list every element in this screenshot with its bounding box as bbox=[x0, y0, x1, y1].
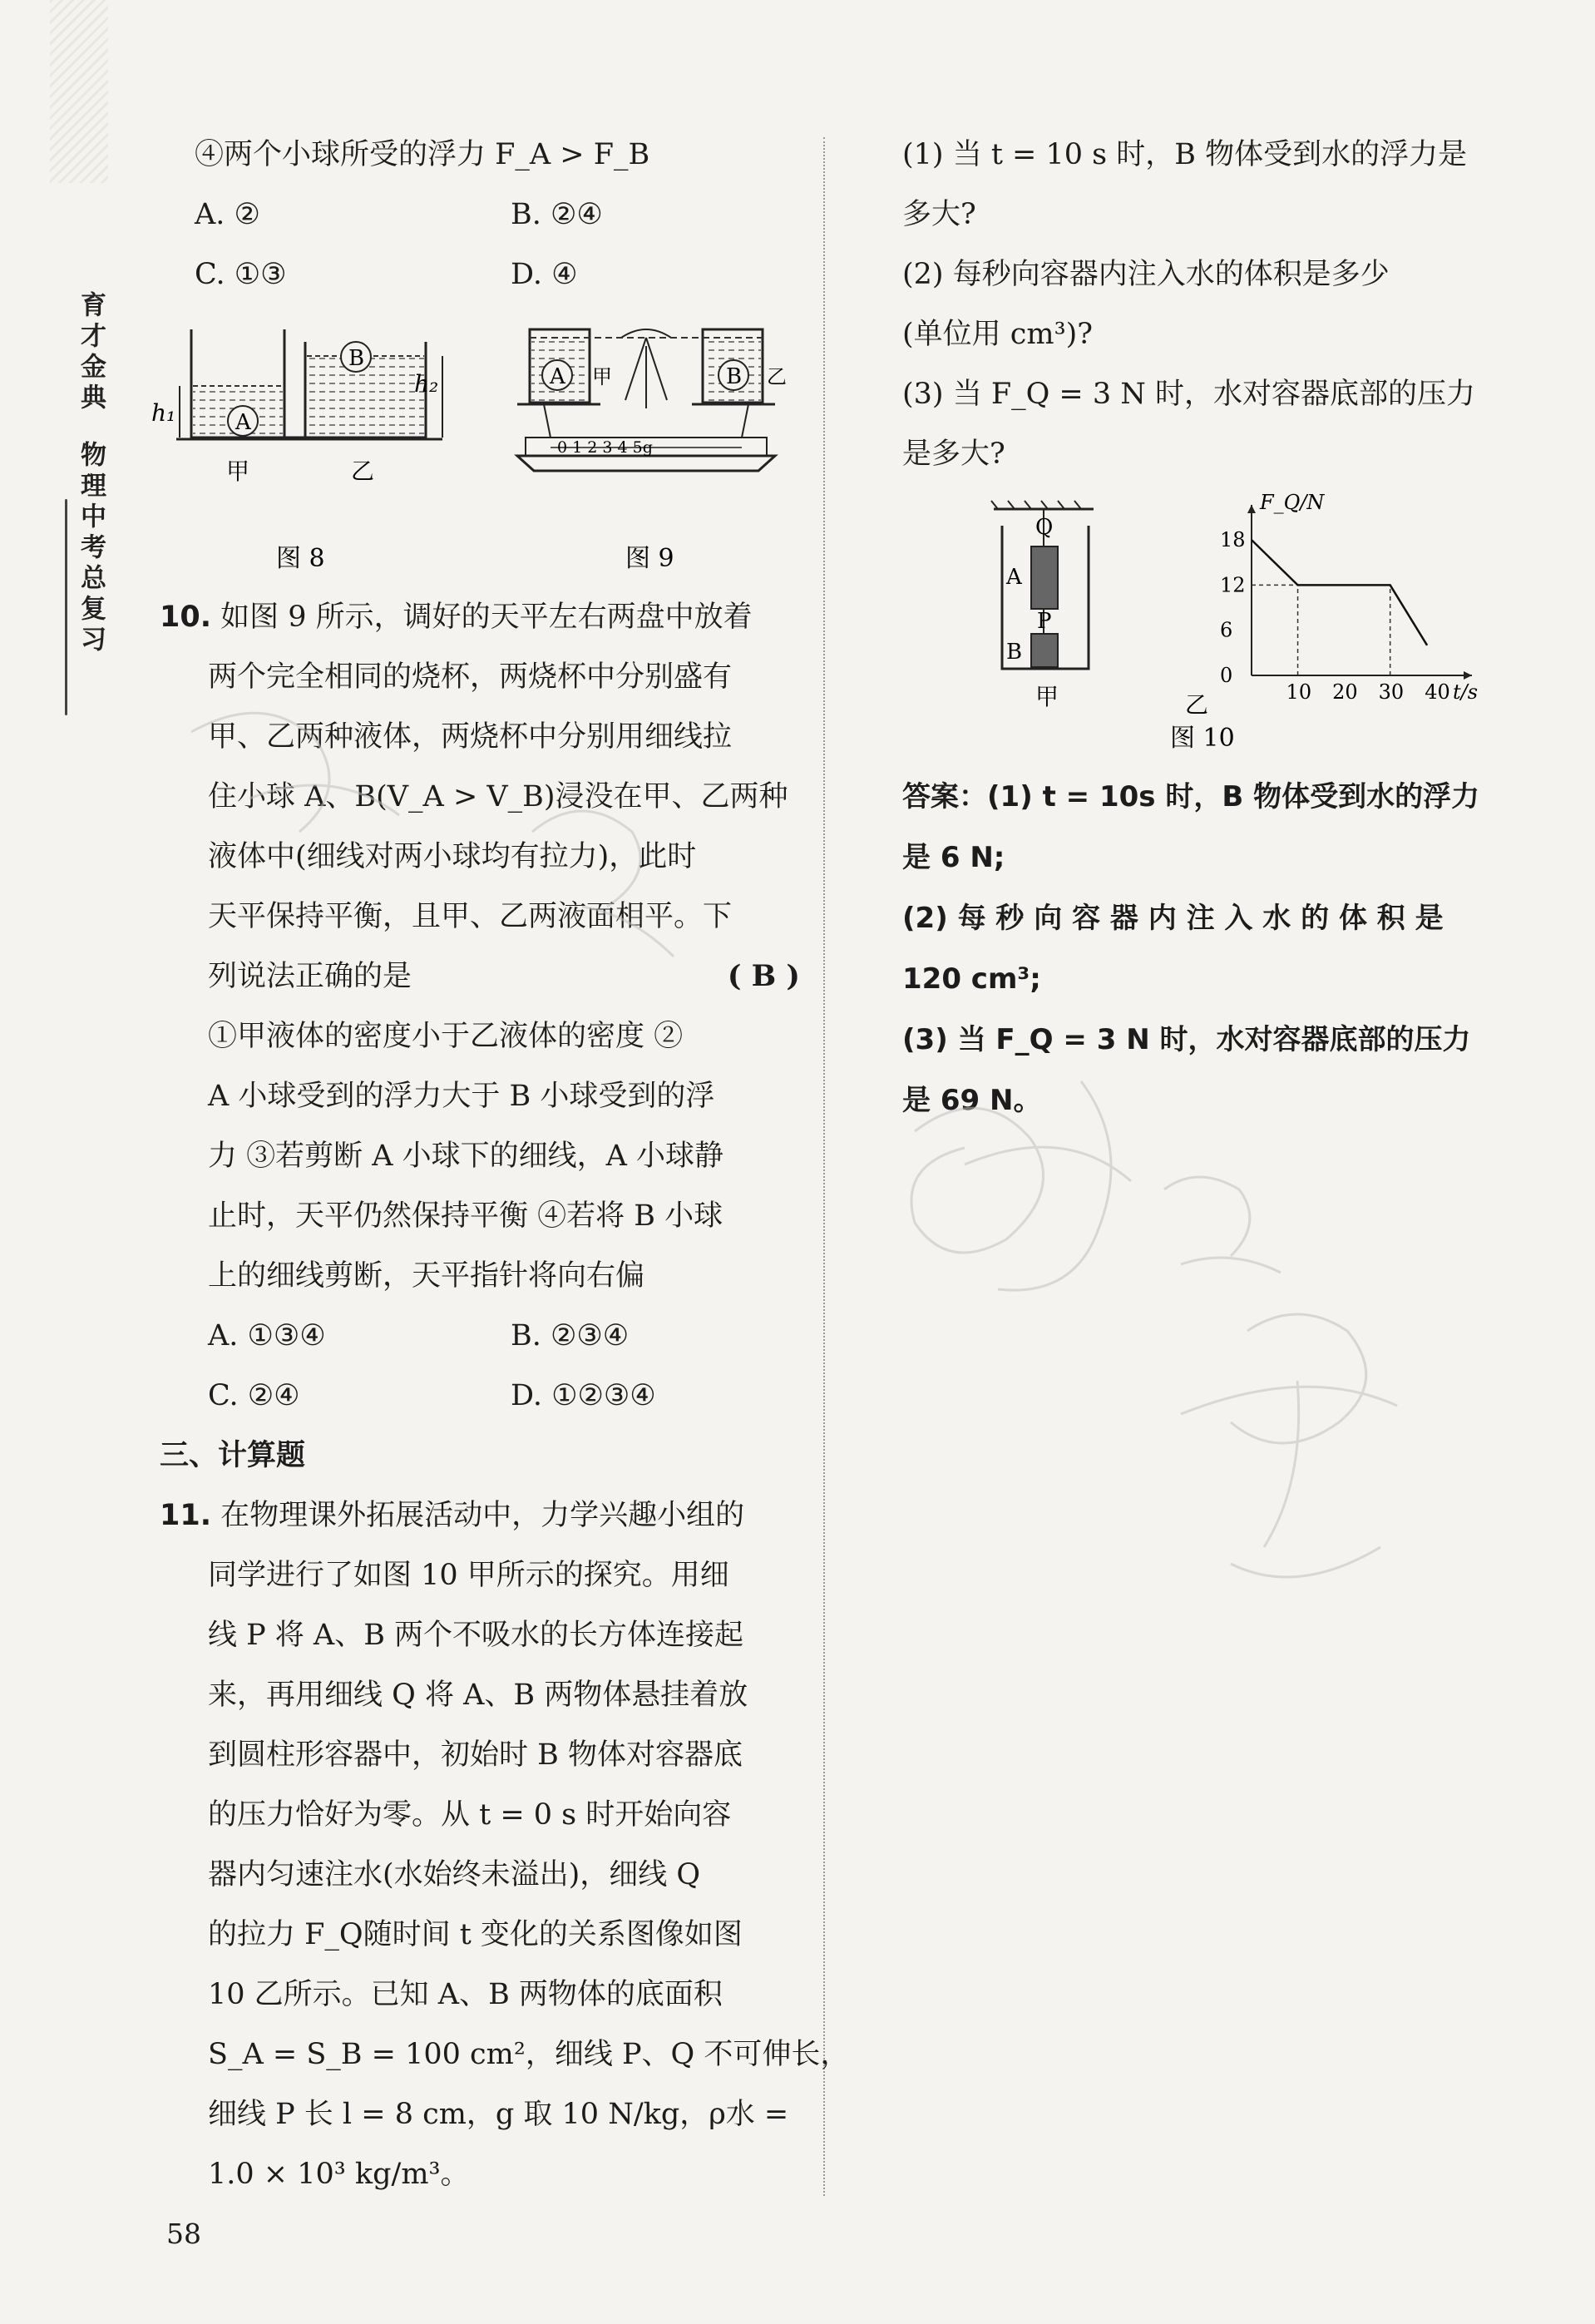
q11-line-8: 10 乙所示。已知 A、B 两物体的底面积 bbox=[208, 1978, 723, 2011]
q10-number: 10. bbox=[160, 601, 212, 634]
x-tick-label: 10 bbox=[1286, 680, 1312, 704]
fig8-ball-a-label: A bbox=[235, 410, 251, 435]
fig9-label-jia: 甲 bbox=[592, 365, 612, 388]
q11-line-0 bbox=[160, 1486, 800, 1545]
q9-option-a: A. ② bbox=[195, 198, 260, 231]
answer-line-3: (2) 每 秒 向 容 器 内 注 入 水 的 体 积 是 bbox=[902, 902, 1444, 935]
fig10-caption: 图 10 bbox=[1170, 724, 1235, 753]
q11-line-5: 的压力恰好为零。从 t = 0 s 时开始向容 bbox=[208, 1798, 732, 1832]
fig10-p-label: P bbox=[1037, 609, 1052, 634]
q10-line-1: 两个完全相同的烧杯，两烧杯中分别盛有 bbox=[208, 660, 733, 694]
fig8-label-jia: 甲 bbox=[226, 457, 250, 485]
answer-line-4: 120 cm³; bbox=[902, 962, 1041, 996]
q11-line-10: 细线 P 长 l = 8 cm，g 取 10 N/kg，ρ水 = bbox=[208, 2098, 789, 2131]
fig9-label-yi: 乙 bbox=[767, 365, 787, 388]
q10-option-d: D. ①②③④ bbox=[511, 1379, 656, 1412]
q9-options-row-2 bbox=[160, 245, 800, 304]
fig8-h1-label: h₁ bbox=[151, 399, 176, 427]
fig10-b-label: B bbox=[1006, 640, 1023, 665]
x-tick-label: 30 bbox=[1378, 680, 1405, 704]
y-axis-label: F_Q/N bbox=[1260, 491, 1325, 514]
question-10 bbox=[160, 587, 800, 1426]
x-tick-label: 20 bbox=[1332, 680, 1358, 704]
q10-statement-1: ①甲液体的密度小于乙液体的密度 ② bbox=[208, 1020, 684, 1053]
q10-statement-4: 止时，天平仍然保持平衡 ④若将 B 小球 bbox=[208, 1199, 723, 1233]
q10-line-5: 天平保持平衡，且甲、乙两液面相平。下 bbox=[208, 900, 733, 933]
q10-line-4: 液体中(细线对两小球均有拉力)，此时 bbox=[208, 840, 697, 873]
subject-title: 物理中考总复习 bbox=[76, 441, 106, 656]
q10-line-6 bbox=[160, 947, 800, 1006]
q9-option-b: B. ②④ bbox=[511, 198, 603, 231]
answer-line-5: (3) 当 F_Q = 3 N 时，水对容器底部的压力 bbox=[902, 1023, 1471, 1056]
x-axis-arrow bbox=[1464, 671, 1472, 680]
q11-sub-3b: 是多大? bbox=[902, 438, 1005, 471]
corner-hatch-decoration bbox=[50, 0, 108, 183]
q10-statement-3: 力 ③若剪断 A 小球下的细线，A 小球静 bbox=[208, 1140, 724, 1173]
q10-options-row-1 bbox=[160, 1306, 800, 1366]
fig8-caption: 图 8 bbox=[276, 544, 325, 573]
fig9-caption: 图 9 bbox=[625, 544, 674, 573]
q11-number: 11. bbox=[160, 1499, 212, 1532]
x-tick-label: 40 bbox=[1425, 680, 1450, 704]
q11-text-0: 在物理课外拓展活动中，力学兴趣小组的 bbox=[220, 1499, 745, 1532]
left-column bbox=[151, 125, 850, 2204]
fig10-drawing bbox=[902, 492, 1501, 767]
fig10-q-label: Q bbox=[1035, 515, 1054, 540]
q11-sub-3a: (3) 当 F_Q = 3 N 时，水对容器底部的压力 bbox=[902, 378, 1476, 411]
q10-answer-choice: ( B ) bbox=[727, 959, 800, 993]
y-tick-label: 12 bbox=[1220, 573, 1246, 597]
fig8-ball-b-label: B bbox=[348, 346, 365, 371]
fig9-ball-b-label: B bbox=[726, 364, 743, 389]
series-line bbox=[1252, 540, 1427, 645]
q11-line-3: 来，再用细线 Q 将 A、B 两物体悬挂着放 bbox=[208, 1679, 748, 1712]
fig8-diagram bbox=[176, 329, 442, 439]
answer-line-1: 答案：(1) t = 10s 时，B 物体受到水的浮力 bbox=[902, 780, 1480, 813]
q10-line-0 bbox=[160, 587, 800, 647]
y-tick-label: 0 bbox=[1220, 664, 1233, 687]
q9-statement-4: ④两个小球所受的浮力 F_A > F_B bbox=[195, 138, 650, 171]
q11-line-11: 1.0 × 10³ kg/m³。 bbox=[208, 2158, 470, 2191]
q10-option-a: A. ①③④ bbox=[208, 1319, 326, 1352]
fig8-label-yi: 乙 bbox=[351, 457, 375, 485]
q10-text-0: 如图 9 所示，调好的天平左右两盘中放着 bbox=[220, 601, 753, 634]
q9-options-row-1 bbox=[160, 185, 800, 245]
figure-10 bbox=[902, 492, 1501, 767]
question-11 bbox=[160, 1486, 850, 2204]
series-title: 育才金典 bbox=[76, 291, 106, 414]
fig9-ball-a-label: A bbox=[550, 364, 565, 389]
column-divider bbox=[823, 137, 825, 2196]
answer-line-6: 是 69 N。 bbox=[902, 1084, 1042, 1117]
page-number: 58 bbox=[166, 2218, 201, 2250]
q10-option-c: C. ②④ bbox=[208, 1379, 300, 1412]
answer-block bbox=[902, 767, 1501, 1131]
q10-line-2: 甲、乙两种液体，两烧杯中分别用细线拉 bbox=[208, 720, 733, 754]
q9-option-c: C. ①③ bbox=[195, 258, 287, 291]
q11-line-6: 器内匀速注水(水始终未溢出)，细线 Q bbox=[208, 1858, 701, 1891]
q11-sub-2a: (2) 每秒向容器内注入水的体积是多少 bbox=[902, 258, 1390, 291]
q11-line-9: S_A = S_B = 100 cm²，细线 P、Q 不可伸长， bbox=[208, 2038, 850, 2071]
q11-sub-1a: (1) 当 t = 10 s 时，B 物体受到水的浮力是 bbox=[902, 138, 1468, 171]
q11-sub-1b: 多大? bbox=[902, 198, 976, 231]
fig10-graph bbox=[1220, 491, 1478, 704]
q10-option-b: B. ②③④ bbox=[511, 1319, 630, 1352]
q11-line-2: 线 P 将 A、B 两个不吸水的长方体连接起 bbox=[208, 1619, 744, 1652]
q11-line-4: 到圆柱形容器中，初始时 B 物体对容器底 bbox=[208, 1738, 743, 1772]
q9-option-d: D. ④ bbox=[511, 258, 578, 291]
fig10-a-label: A bbox=[1006, 565, 1022, 590]
y-tick-label: 6 bbox=[1220, 618, 1233, 642]
q10-statement-5: 上的细线剪断，天平指针将向右偏 bbox=[208, 1259, 645, 1293]
q11-line-7: 的拉力 F_Q随时间 t 变化的关系图像如图 bbox=[208, 1918, 743, 1951]
answer-line-2: 是 6 N; bbox=[902, 841, 1005, 874]
fig10-label-jia: 甲 bbox=[1035, 683, 1059, 710]
x-axis-label: t/s bbox=[1453, 680, 1479, 704]
figures-8-9 bbox=[151, 313, 800, 587]
fig8-fig9-drawing bbox=[151, 313, 800, 587]
q11-line-1: 同学进行了如图 10 甲所示的探究。用细 bbox=[208, 1559, 729, 1592]
q10-options-row-2 bbox=[160, 1366, 800, 1426]
y-axis-arrow bbox=[1247, 505, 1256, 513]
section-3-heading: 三、计算题 bbox=[160, 1439, 306, 1472]
q10-line-3: 住小球 A、B(V_A > V_B)浸没在甲、乙两种 bbox=[208, 780, 788, 813]
right-column bbox=[902, 125, 1501, 1131]
q10-prompt-end: 列说法正确的是 bbox=[208, 960, 412, 993]
q11-sub-2b: (单位用 cm³)? bbox=[902, 318, 1094, 351]
y-tick-label: 18 bbox=[1220, 528, 1246, 552]
fig9-scale-label: 0 1 2 3 4 5g bbox=[557, 438, 653, 457]
q10-statement-2: A 小球受到的浮力大于 B 小球受到的浮 bbox=[208, 1080, 715, 1113]
fig10-label-yi: 乙 bbox=[1185, 691, 1209, 719]
spine-rule bbox=[65, 499, 67, 715]
spine-title bbox=[60, 291, 110, 656]
fig8-h2-label: h₂ bbox=[414, 370, 439, 398]
